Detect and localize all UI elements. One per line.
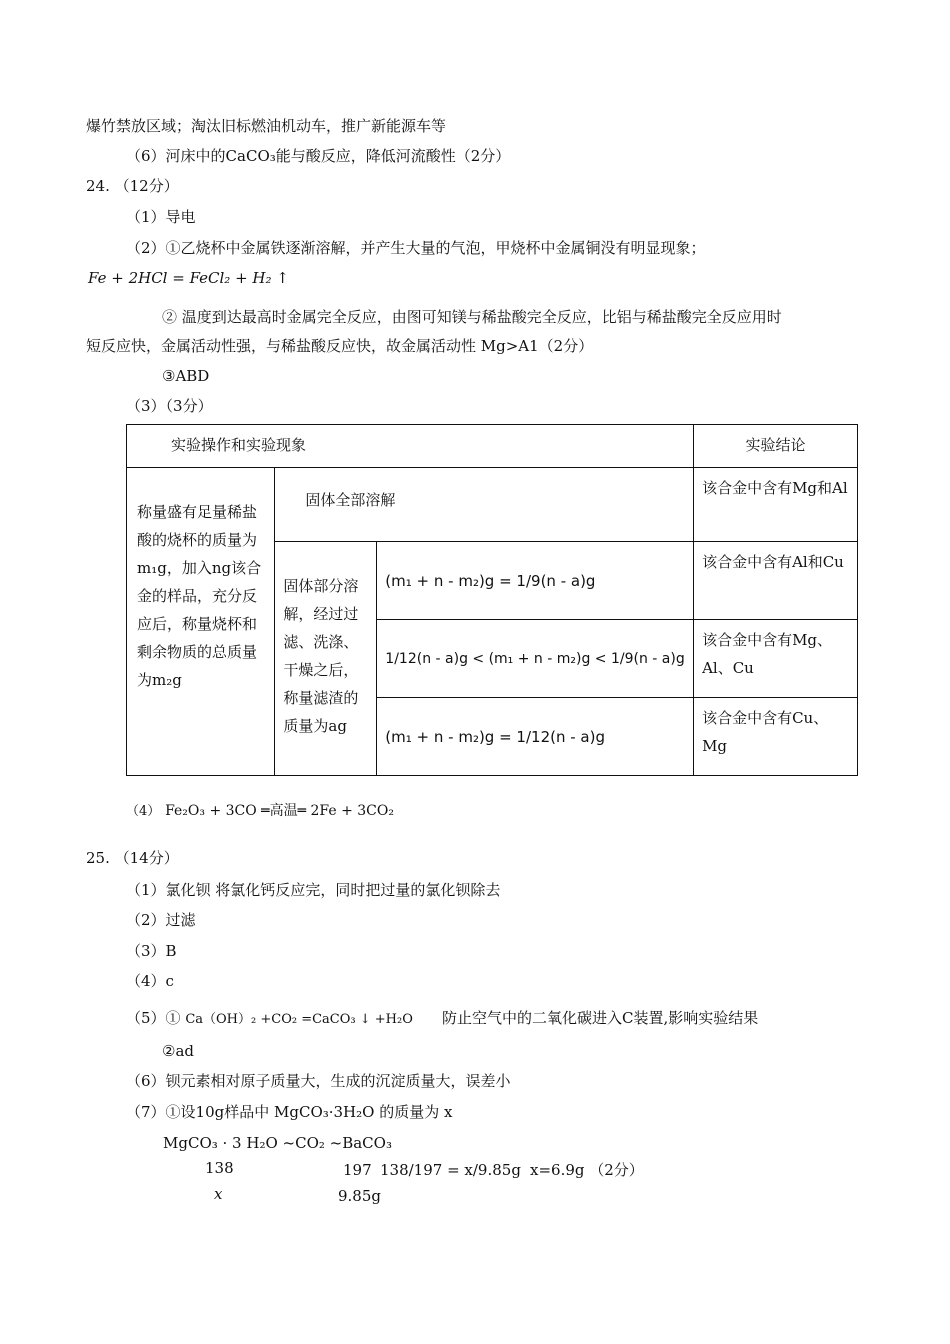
header-op: 实验操作和实验现象 <box>127 425 694 468</box>
text-line: （6）河床中的CaCO₃能与酸反应，降低河流酸性（2分） <box>126 147 511 165</box>
ratio-value: 197 <box>343 1161 372 1179</box>
answer-line: 短反应快，金属活动性强，与稀盐酸反应快，故金属活动性 Mg>A1（2分） <box>86 337 594 355</box>
row1-conclusion: 该合金中含有Mg和Al <box>694 468 858 542</box>
row2-conclusion: 该合金中含有Al和Cu <box>694 542 858 620</box>
ratio-value: 9.85g <box>338 1187 382 1205</box>
mid-phenomenon: 固体部分溶解，经过过滤、洗涤、干燥之后，称量滤渣的质量为ag <box>275 542 377 776</box>
answer-prefix: （5）① <box>126 1009 181 1027</box>
result: x=6.9g （2分） <box>530 1161 644 1179</box>
left-operation: 称量盛有足量稀盐酸的烧杯的质量为m₁g，加入ng该合金的样品，充分反应后，称量烧杯和剩余物质的总质量为m₂g <box>127 468 275 776</box>
text-line: 爆竹禁放区域；淘汰旧标燃油机动车，推广新能源车等 <box>86 117 447 135</box>
answer-line: ②ad <box>162 1042 194 1060</box>
answer-prefix: （4） <box>126 804 161 819</box>
equation: Fe + 2HCl = FeCl₂ + H₂ ↑ <box>88 269 289 287</box>
row3-condition: 1/12(n - a)g < (m₁ + n - m₂)g < 1/9(n - a)g <box>377 620 694 698</box>
row1-phenomenon: 固体全部溶解 <box>275 468 694 542</box>
answer-line: （3）B <box>126 942 177 960</box>
row3-conclusion: 该合金中含有Mg、Al、Cu <box>694 620 858 698</box>
answer-line: 防止空气中的二氧化碳进入C装置,影响实验结果 <box>442 1009 759 1027</box>
proportion: 138/197 = x/9.85g <box>380 1161 521 1179</box>
answer-line: （1）导电 <box>126 208 196 226</box>
equation: Ca（OH）₂ +CO₂ =CaCO₃ ↓ +H₂O <box>185 1012 413 1027</box>
question-heading: 24. （12分） <box>86 177 179 195</box>
ratio-value: x <box>214 1185 223 1203</box>
question-heading: 25. （14分） <box>86 849 179 867</box>
answer-line: （2）过滤 <box>126 911 196 929</box>
answer-line: （4）c <box>126 972 174 990</box>
answer-line: （2）①乙烧杯中金属铁逐渐溶解，并产生大量的气泡，甲烧杯中金属铜没有明显现象； <box>126 239 706 257</box>
answer-line: （1）氯化钡 将氯化钙反应完，同时把过量的氯化钡除去 <box>126 881 501 899</box>
ratio-value: 138 <box>205 1159 234 1177</box>
answer-line: （6）钡元素相对原子质量大，生成的沉淀质量大，误差小 <box>126 1072 511 1090</box>
row2-condition: (m₁ + n - m₂)g = 1/9(n - a)g <box>377 542 694 620</box>
relation-equation: MgCO₃ · 3 H₂O ~CO₂ ~BaCO₃ <box>163 1134 392 1152</box>
row4-condition: (m₁ + n - m₂)g = 1/12(n - a)g <box>377 698 694 776</box>
experiment-table <box>126 424 858 776</box>
answer-line: （3）（3分） <box>126 397 213 415</box>
equation: Fe₂O₃ + 3CO ═高温═ 2Fe + 3CO₂ <box>165 803 394 819</box>
answer-line: ② 温度到达最高时金属完全反应，由图可知镁与稀盐酸完全反应，比铝与稀盐酸完全反应用时 <box>162 308 782 326</box>
header-conclusion: 实验结论 <box>694 425 858 468</box>
answer-line: （7）①设10g样品中 MgCO₃·3H₂O 的质量为 x <box>126 1103 453 1121</box>
answer-line: ③ABD <box>162 367 210 385</box>
row4-conclusion: 该合金中含有Cu、Mg <box>694 698 858 776</box>
